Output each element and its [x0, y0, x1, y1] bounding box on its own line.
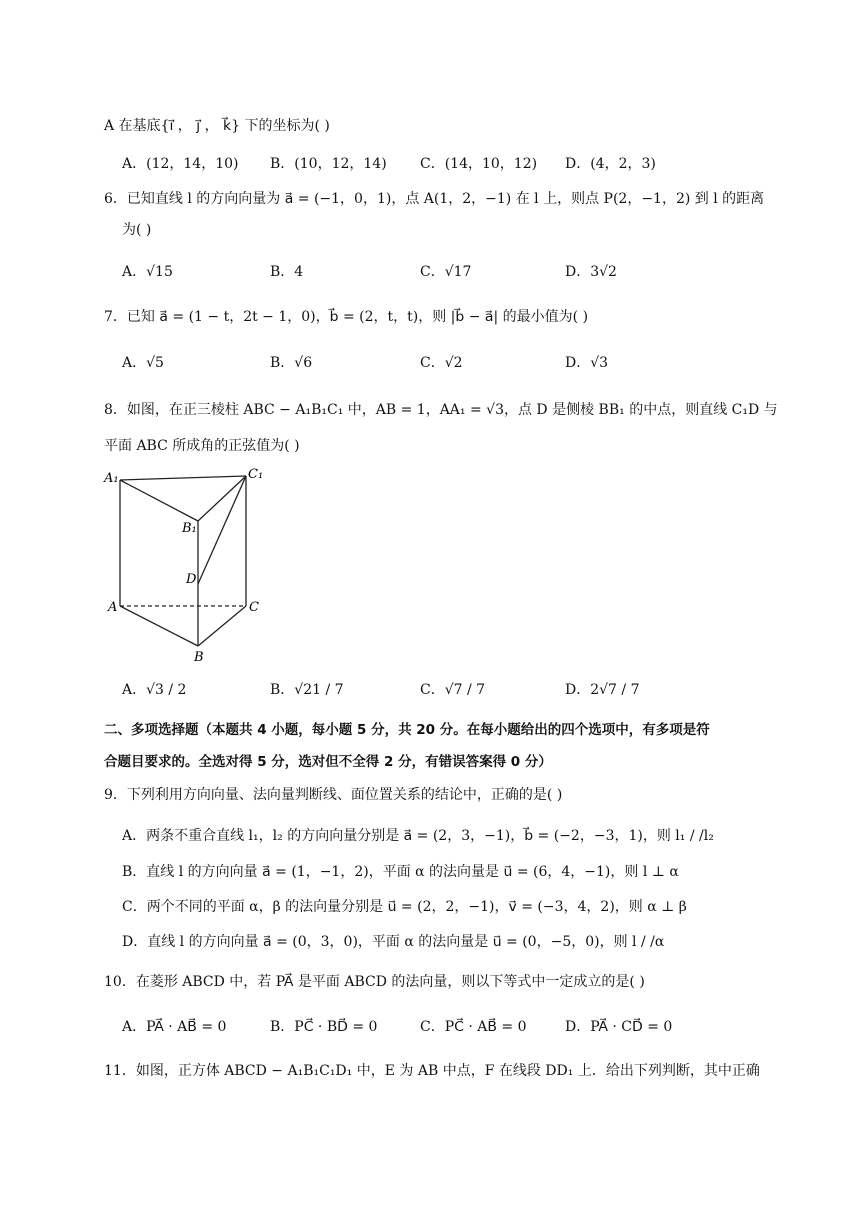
edge-a1-b1 — [120, 480, 198, 521]
q11-stem: 11．如图，正方体 ABCD − A₁B₁C₁D₁ 中，E 为 AB 中点，F 在线段 DD₁ 上．给出下列判断，其中正确 — [104, 1063, 760, 1079]
label-a: A — [108, 600, 118, 615]
q6-stem-line2: 为( ) — [122, 222, 152, 238]
q10-stem: 10．在菱形 ABCD 中，若 PA⃗ 是平面 ABCD 的法向量，则以下等式中一定成立的是( ) — [104, 974, 645, 990]
q9-option-c: C．两个不同的平面 α，β 的法向量分别是 u⃗ = (2，2，−1)，v⃗ = (−3，4，2)，则 α ⊥ β — [122, 899, 687, 915]
q8-stem-line2: 平面 ABC 所成角的正弦值为( ) — [104, 438, 300, 454]
q6-option-d: D．3√2 — [565, 264, 617, 280]
edge-a-b — [120, 606, 198, 646]
q6-stem-line1: 6．已知直线 l 的方向向量为 a⃗ = (−1，0，1)，点 A(1，2，−1) 在 l 上，则点 P(2，−1，2) 到 l 的距离 — [104, 191, 765, 207]
section2-heading-line2: 合题目要求的。全选对得 5 分，选对但不全得 2 分，有错误答案得 0 分） — [104, 754, 552, 770]
q6-option-c: C．√17 — [420, 264, 472, 280]
q6-option-a: A．√15 — [122, 264, 173, 280]
q9-option-a: A．两条不重合直线 l₁，l₂ 的方向向量分别是 a⃗ = (2，3，−1)，b⃗ = (−2，−3，1)，则 l₁ / /l₂ — [122, 828, 714, 844]
q9-option-d: D．直线 l 的方向向量 a⃗ = (0，3，0)，平面 α 的法向量是 u⃗ = (0，−5，0)，则 l / /α — [122, 934, 665, 950]
label-d: D — [186, 572, 197, 587]
q5-option-b: B．(10，12，14) — [270, 156, 387, 172]
q7-stem: 7．已知 a⃗ = (1 − t，2t − 1，0)，b⃗ = (2，t，t)，则 |b⃗ − a⃗| 的最小值为( ) — [104, 309, 589, 325]
q10-option-c: C．PC⃗ · AB⃗ = 0 — [420, 1019, 527, 1035]
q10-option-d: D．PA⃗ · CD⃗ = 0 — [565, 1019, 673, 1035]
label-c1: C₁ — [248, 467, 264, 482]
label-b1: B₁ — [182, 521, 197, 536]
segment-c1-d — [198, 476, 246, 584]
q7-option-d: D．√3 — [565, 355, 609, 371]
q7-option-b: B．√6 — [270, 355, 313, 371]
q7-option-a: A．√5 — [122, 355, 164, 371]
q9-stem: 9．下列利用方向向量、法向量判断线、面位置关系的结论中，正确的是( ) — [104, 787, 563, 803]
q8-stem-line1: 8．如图，在正三棱柱 ABC − A₁B₁C₁ 中，AB = 1，AA₁ = √3，点 D 是侧棱 BB₁ 的中点，则直线 C₁D 与 — [104, 402, 778, 418]
q7-option-c: C．√2 — [420, 355, 463, 371]
q5-option-c: C．(14，10，12) — [420, 156, 538, 172]
q5-option-d: D．(4，2，3) — [565, 156, 656, 172]
label-b: B — [194, 650, 204, 665]
prism-figure — [100, 466, 270, 666]
edge-a1-c1 — [120, 476, 246, 480]
q10-option-b: B．PC⃗ · BD⃗ = 0 — [270, 1019, 378, 1035]
q5-option-a: A．(12，14，10) — [122, 156, 239, 172]
q6-option-b: B．4 — [270, 264, 304, 280]
edge-b1-c1 — [198, 476, 246, 521]
label-c: C — [249, 600, 259, 615]
q5-stem-tail: A 在基底{i⃗ ， j⃗ ， k⃗} 下的坐标为( ) — [104, 118, 330, 134]
q8-option-d: D．2√7 / 7 — [565, 682, 640, 698]
label-a1: A₁ — [104, 471, 119, 486]
q10-option-a: A．PA⃗ · AB⃗ = 0 — [122, 1019, 227, 1035]
q8-option-c: C．√7 / 7 — [420, 682, 486, 698]
q8-option-b: B．√21 / 7 — [270, 682, 344, 698]
section2-heading-line1: 二、多项选择题（本题共 4 小题，每小题 5 分，共 20 分。在每小题给出的四个选项中，有多项是符 — [104, 722, 710, 738]
edge-b-c — [198, 606, 246, 646]
q8-option-a: A．√3 / 2 — [122, 682, 187, 698]
q9-option-b: B．直线 l 的方向向量 a⃗ = (1，−1，2)，平面 α 的法向量是 u⃗ = (6，4，−1)，则 l ⊥ α — [122, 864, 679, 880]
